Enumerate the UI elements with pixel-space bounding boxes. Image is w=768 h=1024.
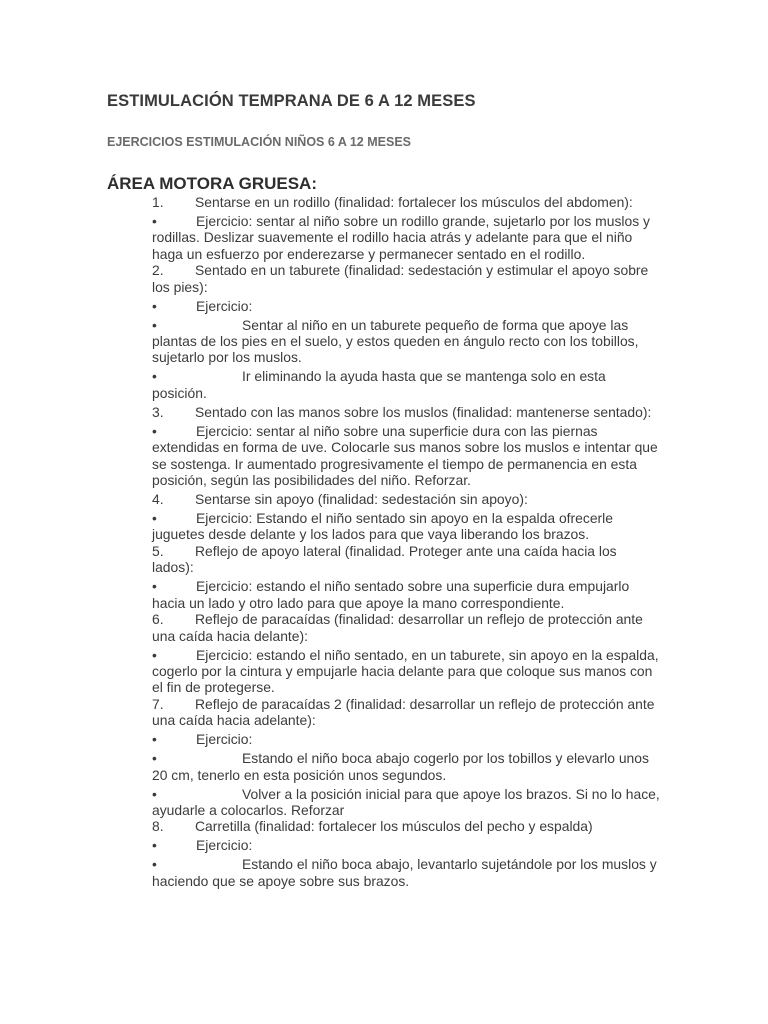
item-text: Reflejo de paracaídas (finalidad: desarrollar un reflejo de protección ante una caída hacia delante): xyxy=(152,611,643,644)
item-number: 2. xyxy=(152,262,164,279)
document-title: ESTIMULACIÓN TEMPRANA DE 6 A 12 MESES xyxy=(107,92,476,110)
bullet-icon: • xyxy=(152,316,157,333)
item-text: Ejercicio: xyxy=(196,837,253,854)
item-number: 6. xyxy=(152,611,164,628)
item-text: Ejercicio: estando el niño sentado sobre una superficie dura empujarlo hacia un lado y otro lado para que apoye la mano correspondiente. xyxy=(152,578,630,611)
item-number: 5. xyxy=(152,542,164,559)
bullet-item xyxy=(152,298,662,314)
bullet-item xyxy=(152,731,662,747)
item-text: Ejercicio: Estando el niño sentado sin apoyo en la espalda ofrecerle juguetes desde delante y los lados para que vaya liberando los brazos. xyxy=(152,510,613,543)
item-number: 8. xyxy=(152,818,164,835)
item-text: Ejercicio: xyxy=(196,297,253,314)
item-text: Ejercicio: xyxy=(196,731,253,748)
bullet-icon: • xyxy=(152,368,157,385)
numbered-item xyxy=(152,611,662,644)
numbered-item xyxy=(152,543,662,576)
bullet-icon: • xyxy=(152,510,157,527)
bullet-item xyxy=(152,837,662,853)
item-text: Volver a la posición inicial para que apoye los brazos. Si no lo hace, ayudarle a colocarlos. Reforzar xyxy=(152,785,660,818)
numbered-item xyxy=(152,262,662,295)
bullet-item xyxy=(152,578,662,611)
bullet-item xyxy=(152,647,662,696)
bullet-item xyxy=(152,213,662,262)
numbered-item xyxy=(152,696,662,729)
item-text: Ejercicio: sentar al niño sobre un rodillo grande, sujetarlo por los muslos y rodillas. Deslizar suavemente el rodillo hacia atrás y adelante para que el niño haga un esfuerzo por enderezarse y permanecer sentado en el rodillo. xyxy=(152,213,650,262)
item-text: Sentarse sin apoyo (finalidad: sedestación sin apoyo): xyxy=(195,491,528,508)
bullet-item xyxy=(152,317,662,366)
item-text: Estando el niño boca abajo cogerlo por los tobillos y elevarlo unos 20 cm, tenerlo en esta posición unos segundos. xyxy=(152,750,649,783)
item-number: 4. xyxy=(152,491,164,508)
bullet-icon: • xyxy=(152,578,157,595)
bullet-item xyxy=(152,750,662,783)
item-text: Sentado en un taburete (finalidad: sedestación y estimular el apoyo sobre los pies): xyxy=(152,262,649,295)
item-text: Ejercicio: estando el niño sentado, en un taburete, sin apoyo en la espalda, cogerlo por la cintura y empujarle hacia delante para que coloque sus manos con el fin de protegerse. xyxy=(152,646,659,696)
bullet-icon: • xyxy=(152,731,157,748)
item-text: Ejercicio: sentar al niño sobre una superficie dura con las piernas extendidas en forma de uve. Colocarle sus manos sobre los muslos e intentar que se sostenga. Ir aumentado progresivamente el tiempo de permanencia en esta posición, según las posibilidades del niño. Reforzar. xyxy=(152,422,658,489)
bullet-item xyxy=(152,368,662,401)
bullet-item xyxy=(152,510,662,543)
item-text: Reflejo de apoyo lateral (finalidad. Proteger ante una caída hacia los lados): xyxy=(152,542,617,576)
item-number: 7. xyxy=(152,695,164,712)
item-text: Ir eliminando la ayuda hasta que se mantenga solo en esta posición. xyxy=(152,368,606,401)
section-heading: ÁREA MOTORA GRUESA: xyxy=(107,174,317,193)
bullet-icon: • xyxy=(152,646,157,663)
bullet-icon: • xyxy=(152,213,157,229)
numbered-item xyxy=(152,194,662,210)
bullet-item xyxy=(152,856,662,889)
item-text: Carretilla (finalidad: fortalecer los músculos del pecho y espalda) xyxy=(195,818,593,835)
bullet-item xyxy=(152,786,662,819)
bullet-icon: • xyxy=(152,785,157,802)
numbered-item xyxy=(152,818,662,834)
item-text: Sentar al niño en un taburete pequeño de forma que apoye las plantas de los pies en el suelo, y estos queden en ángulo recto con los tobillos, sujetarlo por los muslos. xyxy=(152,316,639,366)
exercise-list xyxy=(152,194,662,889)
item-text: Estando el niño boca abajo, levantarlo sujetándole por los muslos y haciendo que se apoye sobre sus brazos. xyxy=(152,856,657,889)
numbered-item xyxy=(152,404,662,420)
bullet-icon: • xyxy=(152,837,157,854)
numbered-item xyxy=(152,491,662,507)
item-text: Sentado con las manos sobre los muslos (finalidad: mantenerse sentado): xyxy=(195,403,652,420)
item-text: Reflejo de paracaídas 2 (finalidad: desarrollar un reflejo de protección ante una caída hacia adelante): xyxy=(152,695,655,729)
bullet-item xyxy=(152,423,662,489)
document-subtitle: EJERCICIOS ESTIMULACIÓN NIÑOS 6 A 12 MESES xyxy=(107,135,411,149)
bullet-icon: • xyxy=(152,422,157,439)
item-text: Sentarse en un rodillo (finalidad: fortalecer los músculos del abdomen): xyxy=(195,194,633,210)
bullet-icon: • xyxy=(152,750,157,767)
item-number: 3. xyxy=(152,403,164,420)
item-number: 1. xyxy=(152,194,164,210)
bullet-icon: • xyxy=(152,856,157,873)
bullet-icon: • xyxy=(152,297,157,314)
